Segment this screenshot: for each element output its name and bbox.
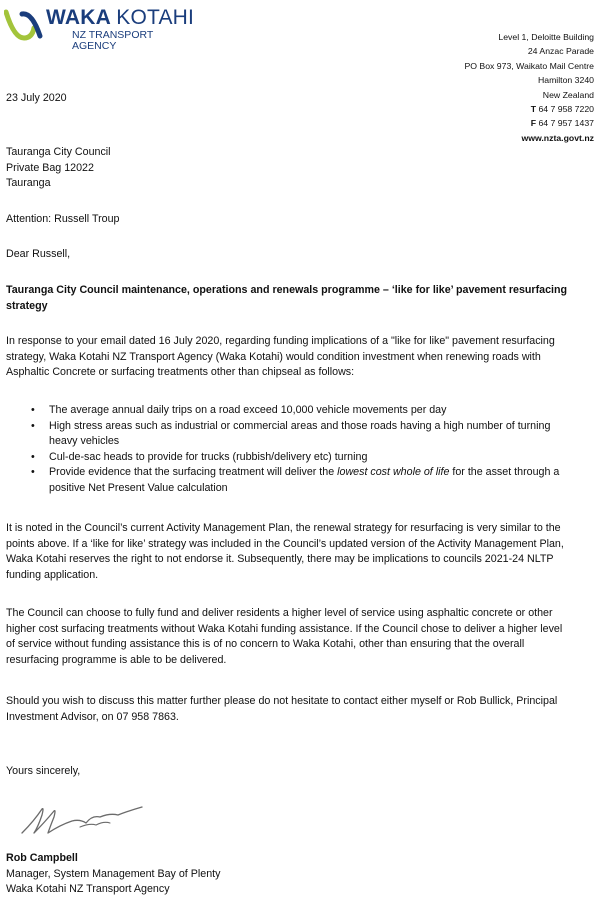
list-item [6,419,594,450]
paragraph-2 [6,521,594,583]
para2-line-4: funding application. [6,568,99,581]
list-item [6,465,594,496]
list-item [6,403,594,419]
subject-line-2: strategy [6,299,48,312]
subject-line-1: Tauranga City Council maintenance, operations and renewals programme – ‘like for like’ pavement resurfacing [6,284,568,296]
bullet-2-line-2: heavy vehicles [49,435,120,447]
para1-line-1: In response to your email dated 16 July 2020, regarding funding implications of a "like for like" pavement resurfacing [6,335,555,347]
address-line-5: New Zealand [542,89,594,100]
address-line-1: Level 1, Deloitte Building [498,32,594,42]
signer-block [6,851,594,898]
subject-heading [6,283,594,314]
phone-label: T [530,104,537,115]
signer-title: Manager, System Management Bay of Plenty [6,867,221,880]
paragraph-4 [6,694,594,725]
logo-sub-line-2: AGENCY [72,40,117,52]
conditions-list [6,403,594,496]
signer-name: Rob Campbell [6,852,78,864]
bullet-4-post: for the asset through a [449,466,560,478]
para3-line-4: resurfacing programme is able to be delivered. [6,653,227,666]
paragraph-1 [6,334,594,381]
para2-line-3: Waka Kotahi reserves the right to not endorse it. Subsequently, there may be implications to councils 2021-24 NLTP [6,553,554,565]
bullet-3-text: Cul-de-sac heads to provide for trucks (rubbish/delivery etc) turning [49,450,368,463]
recipient-line-3: Tauranga [6,177,51,189]
fax-label: F [530,118,537,129]
attention-line: Attention: Russell Troup [6,213,120,225]
salutation: Dear Russell, [6,248,71,260]
bullet-4-pre: Provide evidence that the surfacing treatment will deliver the [49,466,338,478]
waka-kotahi-logo-mark-icon [4,8,44,42]
para2-line-1: It is noted in the Council’s current Activity Management Plan, the renewal strategy for resurfacing is very similar to the [6,522,561,534]
letter-date: 23 July 2020 [6,92,67,104]
logo-subtitle [72,30,153,52]
bullet-1-text: The average annual daily trips on a road exceed 10,000 vehicle movements per day [49,404,447,416]
para3-line-3: of service without funding assistance this is of no concern to Waka Kotahi, other than ensuring that the overall [6,638,525,650]
address-fax [464,116,594,130]
logo-sub-line-1: NZ TRANSPORT [72,29,154,41]
recipient-line-1: Tauranga City Council [6,146,111,158]
recipient-block [6,145,594,192]
para4-line-2: Investment Advisor, on 07 958 7863. [6,710,179,723]
bullet-2-line-1: • High stress areas such as industrial or commercial areas and those roads having a high number of turning [49,419,551,432]
logo-name-light: KOTAHI [116,6,195,29]
address-line-4: Hamilton 3240 [537,75,594,86]
address-line-2: 24 Anzac Parade [527,46,594,57]
handwritten-signature-icon [20,803,145,839]
phone-number: 64 7 958 7220 [538,104,594,115]
bullet-4-emphasis: lowest cost whole of life [337,466,450,478]
address-line-3: PO Box 973, Waikato Mail Centre [464,60,594,71]
fax-number: 64 7 957 1437 [538,118,594,129]
para1-line-3: Asphaltic Concrete or surfacing treatments other than chipseal as follows: [6,366,355,378]
recipient-line-2: Private Bag 12022 [6,161,94,174]
website-link[interactable]: www.nzta.govt.nz [521,132,594,143]
paragraph-3 [6,606,594,668]
bullet-4-line-1 [49,465,594,481]
para3-line-1: The Council can choose to fully fund and deliver residents a higher level of service using asphaltic concrete or other [6,607,553,619]
logo-wordmark [46,7,194,29]
para4-line-1: Should you wish to discuss this matter further please do not hesitate to contact either myself or Rob Bullick, Principal [6,695,558,707]
para2-line-2: points above. If a ‘like for like’ strategy was included in the Council’s updated version of the Activity Management Plan, [6,537,564,550]
list-item [6,450,594,466]
para1-line-2: strategy, Waka Kotahi NZ Transport Agency (Waka Kotahi) would condition investment when renewing roads with [6,350,541,363]
closing: Yours sincerely, [6,765,81,777]
signer-organisation: Waka Kotahi NZ Transport Agency [6,883,170,895]
bullet-4-line-2: positive Net Present Value calculation [49,481,228,494]
para3-line-2: higher cost surfacing treatments without Waka Kotahi funding assistance. If the Council chose to deliver a higher level [6,622,563,635]
logo-name-bold: WAKA [46,6,111,29]
sender-address-block [464,30,594,145]
